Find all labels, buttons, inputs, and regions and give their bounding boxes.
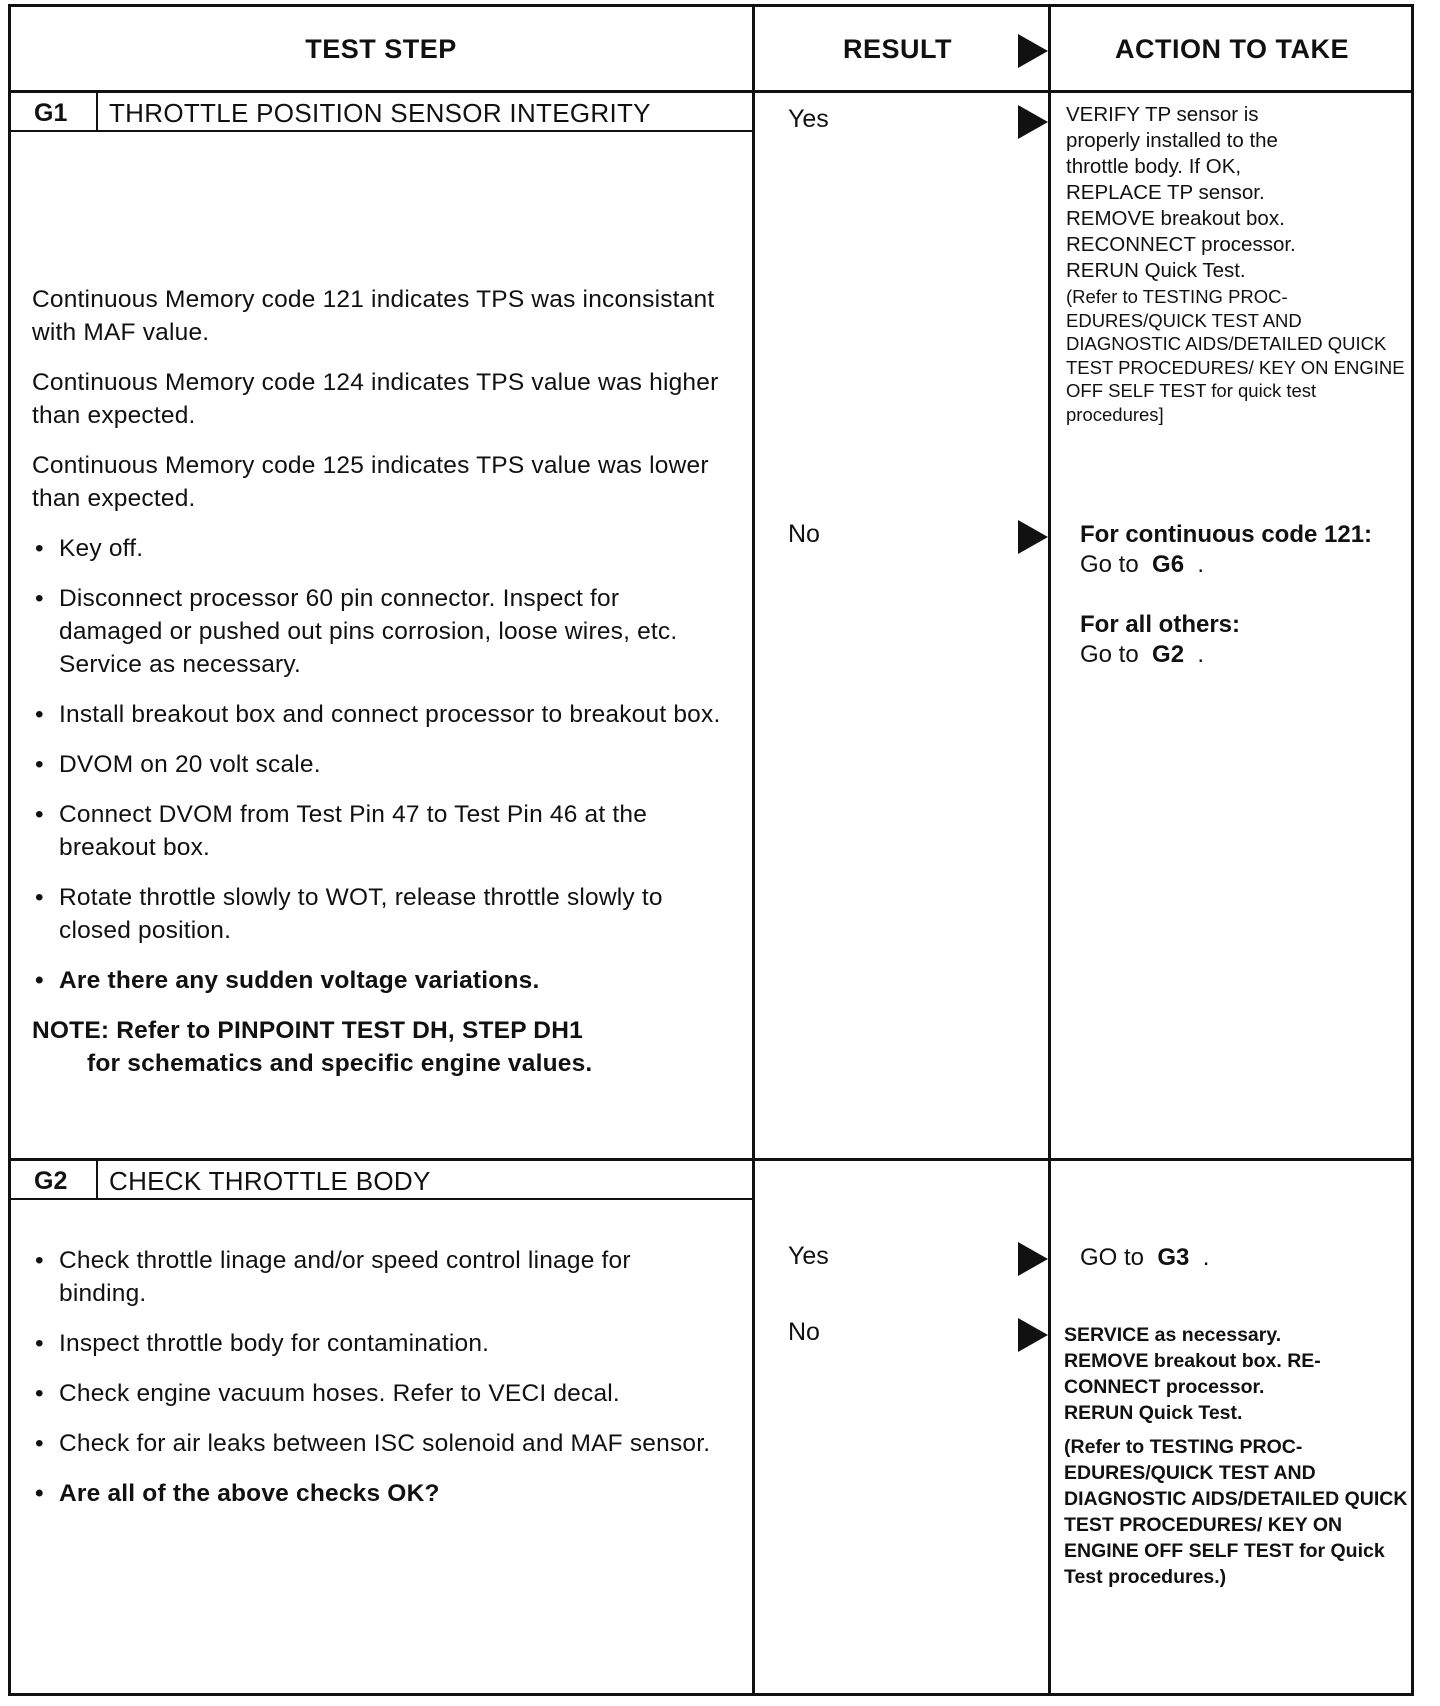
row-divider [8,1158,1414,1161]
g1-no-arrow-icon [1018,520,1048,554]
goto-prefix: Go to [1080,551,1139,578]
table-border-bottom [8,1693,1414,1696]
g2-no-arrow-icon [1018,1318,1048,1352]
g1-yes-action-main: VERIFY TP sensor is properly installed to the throttle body. If OK, REPLACE TP sensor. REMOVE breakout box. RECONNECT processor. RERUN Quick Test. [1066,103,1296,282]
g1-no-case-1-goto [1080,550,1400,580]
header-test-step: TEST STEP [305,34,457,64]
header-result-arrow-icon [1018,34,1048,68]
column-divider-2 [1048,4,1051,1696]
g2-no-action [1064,1322,1409,1590]
g1-question: • Are there any sudden voltage variations. [32,964,722,997]
g1-paragraph: Continuous Memory code 124 indicates TPS value was higher than expected. [32,369,719,429]
g2-id-divider [96,1160,98,1199]
g2-yes-action [1080,1243,1209,1273]
note-text-line-1: Refer to PINPOINT TEST DH, STEP DH1 [116,1017,583,1044]
header-action: ACTION TO TAKE [1115,34,1349,64]
table-border-right [1411,4,1414,1696]
goto-prefix: Go to [1080,641,1139,668]
goto-suffix: . [1202,1244,1210,1271]
g2-step-id: G2 [34,1167,68,1195]
g1-title-underline [8,130,754,132]
goto-target: G3 [1157,1244,1190,1271]
g1-step-id: G1 [34,99,68,127]
g1-no-case-2-heading: For all others: [1080,611,1241,638]
goto-target: G2 [1152,641,1185,668]
goto-suffix: . [1197,551,1205,578]
g1-paragraph: Continuous Memory code 125 indicates TPS value was lower than expected. [32,452,709,512]
g2-bullet-list [32,1244,722,1510]
g1-id-divider [96,92,98,131]
g1-no-case-2-goto [1080,640,1400,670]
g2-step-body [32,1244,722,1527]
header-result: RESULT [843,34,952,64]
g1-bullet-item: • Disconnect processor 60 pin connector. Inspect for damaged or pushed out pins corrosion, loose wires, etc. Service as necessary. [32,582,722,681]
g1-yes-arrow-icon [1018,105,1048,139]
g2-bullet-item: • Check for air leaks between ISC solenoid and MAF sensor. [32,1427,722,1460]
g2-question: • Are all of the above checks OK? [32,1477,722,1510]
g1-bullet-item: • Install breakout box and connect processor to breakout box. [32,698,722,731]
g1-result-no: No [788,520,820,548]
g2-bullet-item: • Check throttle linage and/or speed control linage for binding. [32,1244,722,1310]
g2-result-no: No [788,1318,820,1346]
goto-prefix: GO to [1080,1244,1145,1271]
g2-no-action-ref: (Refer to TESTING PROC-EDURES/QUICK TEST AND DIAGNOSTIC AIDS/DETAILED QUICK TEST PROCEDURES/ KEY ON ENGINE OFF SELF TEST for Quick Test procedures.) [1064,1436,1408,1588]
g2-step-title: CHECK THROTTLE BODY [109,1166,431,1196]
column-divider-1 [752,4,755,1696]
g1-no-case-1-heading: For continuous code 121: [1080,521,1373,548]
goto-target: G6 [1152,551,1185,578]
table-border-left [8,4,11,1696]
g1-bullet-item: • Connect DVOM from Test Pin 47 to Test Pin 46 at the breakout box. [32,798,722,864]
g1-step-body [32,283,722,1080]
g1-yes-action [1066,102,1406,426]
note-label: NOTE: [32,1017,110,1044]
g1-paragraph: Continuous Memory code 121 indicates TPS was inconsistant with MAF value. [32,286,715,346]
g1-bullet-item: • Rotate throttle slowly to WOT, release throttle slowly to closed position. [32,881,722,947]
g1-yes-action-ref: (Refer to TESTING PROC-EDURES/QUICK TEST AND DIAGNOSTIC AIDS/DETAILED QUICK TEST PROCEDURES/ KEY ON ENGINE OFF SELF TEST for quick test procedures] [1066,286,1405,425]
g1-step-title: THROTTLE POSITION SENSOR INTEGRITY [109,98,651,128]
header-divider [8,90,1414,93]
g1-bullet-item: • DVOM on 20 volt scale. [32,748,722,781]
g2-bullet-item: • Check engine vacuum hoses. Refer to VECI decal. [32,1377,722,1410]
g1-no-action [1080,520,1400,670]
g2-no-action-main: SERVICE as necessary. REMOVE breakout box. RE-CONNECT processor. RERUN Quick Test. [1064,1324,1321,1424]
diagnostic-table [8,4,1414,1696]
goto-suffix: . [1197,641,1205,668]
g2-yes-arrow-icon [1018,1242,1048,1276]
g2-title-underline [8,1198,754,1200]
g1-bullet-list [32,532,722,997]
g2-result-yes: Yes [788,1242,829,1270]
table-border-top [8,4,1414,7]
g1-bullet-item: • Key off. [32,532,722,565]
g1-note [32,1014,722,1080]
g1-result-yes: Yes [788,105,829,133]
note-text-line-2: for schematics and specific engine values. [87,1050,593,1077]
g2-bullet-item: • Inspect throttle body for contamination. [32,1327,722,1360]
